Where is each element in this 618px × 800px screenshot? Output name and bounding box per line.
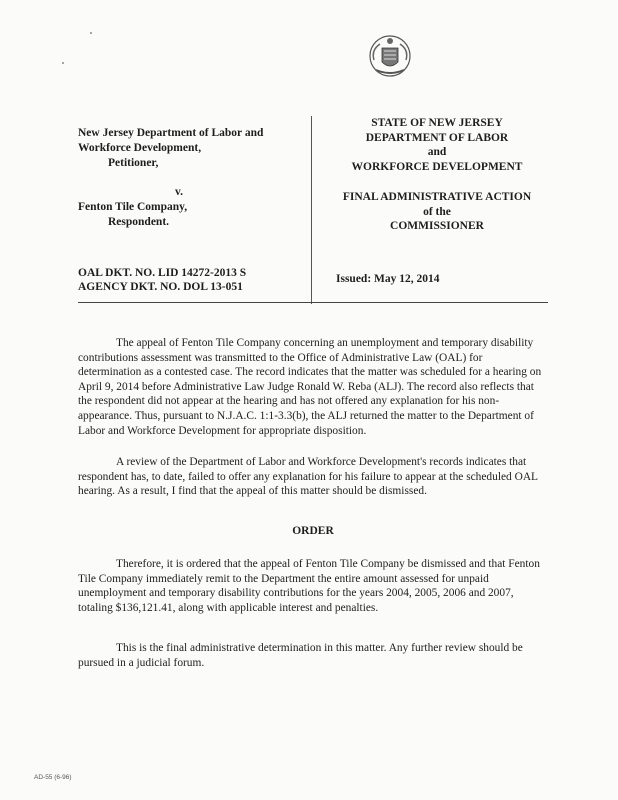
action-line-3: COMMISSIONER	[390, 220, 484, 232]
paragraph-3	[78, 557, 548, 615]
respondent-name: Fenton Tile Company,	[78, 201, 188, 213]
paragraph-2	[78, 455, 548, 499]
versus: v.	[175, 186, 183, 198]
action-title	[322, 190, 552, 234]
paragraph-4	[78, 641, 548, 670]
paragraph-1	[78, 336, 548, 438]
agency-line-3: and	[427, 146, 447, 158]
scan-speck	[62, 62, 64, 64]
caption-bottom-rule	[78, 302, 548, 303]
scan-speck	[90, 32, 92, 34]
agency-line-2: DEPARTMENT OF LABOR	[365, 131, 509, 144]
action-line-1: FINAL ADMINISTRATIVE ACTION	[342, 191, 532, 203]
petitioner-name-cont: Workforce Development,	[78, 142, 202, 154]
agency-header	[322, 116, 552, 234]
petitioner-role: Petitioner,	[108, 157, 159, 169]
docket-numbers	[78, 266, 246, 294]
case-caption	[78, 126, 310, 230]
action-line-2: of the	[423, 205, 451, 218]
caption-divider	[311, 116, 312, 304]
state-seal-icon	[366, 30, 414, 82]
agency-line-4: WORKFORCE DEVELOPMENT	[351, 160, 523, 173]
paragraph-text: The appeal of Fenton Tile Company concerning an unemployment and temporary disability contributions assessment was transmitted to the Office of Administrative Law (OAL) for determination as a contested case. The record indicates that the matter was scheduled for a hearing on April 9, 2014 before Administrative Law Judge Ronald W. Reba (ALJ). The record also reflects that the respondent did not appear at the hearing and has not offered any explanation for his non-appearance. Thus, pursuant to N.J.A.C. 1:1-3.3(b), the ALJ returned the matter to the Department of Labor and Workforce Development for appropriate disposition.	[78, 337, 542, 437]
issued-date: Issued: May 12, 2014	[336, 273, 440, 285]
paragraph-text: This is the final administrative determination in this matter. Any further review should be pursued in a judicial forum.	[78, 642, 523, 669]
paragraph-text: A review of the Department of Labor and Workforce Development's records indicates that respondent has, to date, failed to offer any explanation for his failure to appear at the scheduled OAL hearing. As a result, I find that the appeal of this matter should be dismissed.	[78, 456, 538, 498]
oal-docket: OAL DKT. NO. LID 14272-2013 S	[78, 267, 247, 279]
agency-docket: AGENCY DKT. NO. DOL 13-051	[78, 281, 243, 293]
paragraph-text: Therefore, it is ordered that the appeal of Fenton Tile Company be dismissed and that Fenton Tile Company immediately remit to the Department the entire amount assessed for unpaid unemployment and temporary disability contributions for the years 2004, 2005, 2006 and 2007, totaling $136,121.41, along with applicable interest and penalties.	[78, 558, 540, 614]
form-number: AD-55 (6-96)	[34, 774, 72, 781]
respondent-role: Respondent.	[108, 216, 170, 228]
petitioner-name: New Jersey Department of Labor and	[78, 127, 264, 139]
order-heading: ORDER	[292, 525, 334, 537]
agency-line-1: STATE OF NEW JERSEY	[371, 117, 503, 129]
